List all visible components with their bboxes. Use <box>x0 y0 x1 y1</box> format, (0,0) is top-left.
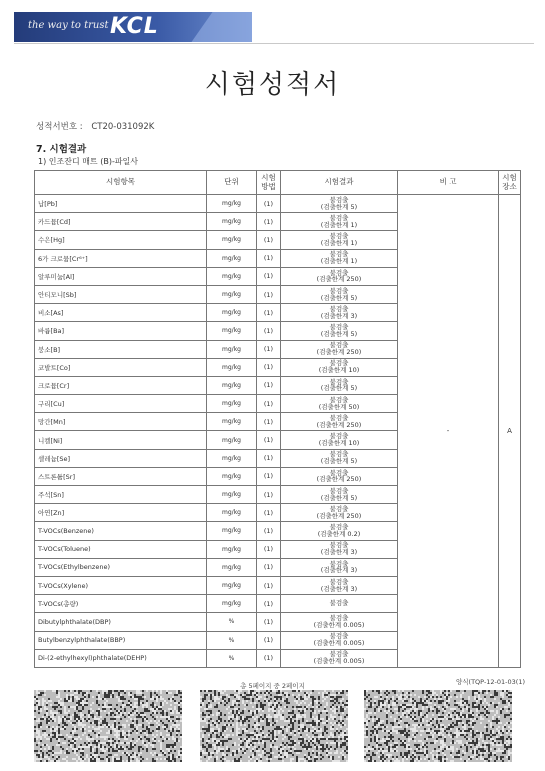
test-result <box>281 413 398 431</box>
test-result <box>281 467 398 485</box>
result-line: (검출한계 250) <box>316 348 362 357</box>
test-result <box>281 304 398 322</box>
test-unit: mg/kg <box>207 449 257 467</box>
header-method: 시험 방법 <box>257 171 281 195</box>
test-method: (1) <box>257 267 281 285</box>
test-unit: mg/kg <box>207 413 257 431</box>
test-result <box>281 358 398 376</box>
test-unit: mg/kg <box>207 267 257 285</box>
test-result <box>281 649 398 667</box>
header-result: 시험결과 <box>281 171 398 195</box>
test-method: (1) <box>257 649 281 667</box>
table-row <box>35 195 521 213</box>
result-line: 불검출 <box>329 614 349 623</box>
header-place: 시험 장소 <box>499 171 521 195</box>
result-line: (검출한계 5) <box>320 493 358 502</box>
note-cell: - <box>398 195 499 668</box>
test-item: 스트론튬[Sr] <box>35 467 207 485</box>
result-line: (검출한계 5) <box>320 202 358 211</box>
test-method: (1) <box>257 249 281 267</box>
test-method: (1) <box>257 522 281 540</box>
result-line: (검출한계 0.005) <box>313 620 365 629</box>
security-pattern-center <box>200 690 348 762</box>
test-result <box>281 522 398 540</box>
result-line: 불검출 <box>329 523 349 532</box>
test-unit: % <box>207 649 257 667</box>
test-result <box>281 576 398 594</box>
test-unit: mg/kg <box>207 358 257 376</box>
result-line: 불검출 <box>329 195 349 204</box>
result-line: 불검출 <box>329 268 349 277</box>
test-item: 바륨[Ba] <box>35 322 207 340</box>
results-body <box>35 195 521 668</box>
noise-pattern <box>34 690 182 762</box>
header-unit: 단위 <box>207 171 257 195</box>
test-item: Di-(2-ethylhexyl)phthalate(DEHP) <box>35 649 207 667</box>
test-place-cell: A <box>499 195 521 668</box>
report-number-label: 성적서번호 : <box>36 122 83 132</box>
test-item: 니켈[Ni] <box>35 431 207 449</box>
test-item: 아연[Zn] <box>35 504 207 522</box>
test-item: T-VOCs(총량) <box>35 595 207 613</box>
test-method: (1) <box>257 504 281 522</box>
result-line: 불검출 <box>329 650 349 659</box>
test-result <box>281 322 398 340</box>
test-method: (1) <box>257 631 281 649</box>
document-title: 시험성적서 <box>204 70 341 100</box>
test-item: T-VOCs(Ethylbenzene) <box>35 558 207 576</box>
test-method: (1) <box>257 285 281 303</box>
test-method: (1) <box>257 231 281 249</box>
test-item: Butylbenzylphthalate(BBP) <box>35 631 207 649</box>
result-line: (검출한계 3) <box>320 311 358 320</box>
test-method: (1) <box>257 449 281 467</box>
test-method: (1) <box>257 467 281 485</box>
result-line: 불검출 <box>329 432 349 441</box>
test-method: (1) <box>257 304 281 322</box>
test-result <box>281 631 398 649</box>
result-line: 불검출 <box>329 486 349 495</box>
result-line: 불검출 <box>329 377 349 386</box>
result-line: (검출한계 1) <box>320 257 358 266</box>
test-method: (1) <box>257 322 281 340</box>
test-result <box>281 395 398 413</box>
test-unit: mg/kg <box>207 595 257 613</box>
test-item: Dibutylphthalate(DBP) <box>35 613 207 631</box>
test-unit: mg/kg <box>207 576 257 594</box>
test-unit: mg/kg <box>207 285 257 303</box>
result-line: (검출한계 50) <box>318 402 360 411</box>
test-item: 6가 크로뮴[Cr⁶⁺] <box>35 249 207 267</box>
test-unit: mg/kg <box>207 376 257 394</box>
test-unit: mg/kg <box>207 395 257 413</box>
test-item: 주석[Sn] <box>35 486 207 504</box>
test-item: 비소[As] <box>35 304 207 322</box>
security-pattern-left <box>34 690 182 762</box>
test-method: (1) <box>257 413 281 431</box>
sample-subtitle: 1) 인조잔디 매트 (B)-파일사 <box>38 157 139 166</box>
result-line: (검출한계 5) <box>320 293 358 302</box>
result-line: (검출한계 0.005) <box>313 639 365 648</box>
result-line: 불검출 <box>329 213 349 222</box>
result-line: (검출한계 250) <box>316 511 362 520</box>
result-line: 불검출 <box>329 504 349 513</box>
kcl-logo: KCL <box>110 14 159 39</box>
result-line: (검출한계 1) <box>320 238 358 247</box>
result-line: (검출한계 5) <box>320 384 358 393</box>
header-banner <box>14 12 252 42</box>
test-method: (1) <box>257 213 281 231</box>
test-item: 수은[Hg] <box>35 231 207 249</box>
test-unit: mg/kg <box>207 340 257 358</box>
result-line: (검출한계 10) <box>318 366 360 375</box>
test-item: T-VOCs(Xylene) <box>35 576 207 594</box>
test-method: (1) <box>257 431 281 449</box>
test-result <box>281 249 398 267</box>
test-result <box>281 486 398 504</box>
test-unit: mg/kg <box>207 213 257 231</box>
tagline: the way to trust <box>28 20 109 31</box>
test-method: (1) <box>257 358 281 376</box>
test-result <box>281 558 398 576</box>
noise-pattern <box>364 690 512 762</box>
result-line: 불검출 <box>329 395 349 404</box>
result-line: (검출한계 0.2) <box>317 529 361 538</box>
test-item: 붕소[B] <box>35 340 207 358</box>
result-line: (검출한계 3) <box>320 548 358 557</box>
noise-pattern <box>200 690 348 762</box>
result-line: 불검출 <box>329 304 349 313</box>
result-line: (검출한계 3) <box>320 584 358 593</box>
test-result <box>281 340 398 358</box>
test-item: 망간[Mn] <box>35 413 207 431</box>
test-unit: mg/kg <box>207 522 257 540</box>
result-line: 불검출 <box>329 599 349 608</box>
test-unit: mg/kg <box>207 504 257 522</box>
report-number-value: CT20-031092K <box>91 122 155 132</box>
test-result <box>281 595 398 613</box>
test-item: 카드뮴[Cd] <box>35 213 207 231</box>
test-method: (1) <box>257 595 281 613</box>
test-unit: mg/kg <box>207 558 257 576</box>
test-result <box>281 267 398 285</box>
test-method: (1) <box>257 376 281 394</box>
test-unit: mg/kg <box>207 467 257 485</box>
test-unit: mg/kg <box>207 486 257 504</box>
result-line: (검출한계 5) <box>320 329 358 338</box>
result-line: 불검출 <box>329 559 349 568</box>
result-line: 불검출 <box>329 541 349 550</box>
result-line: (검출한계 250) <box>316 275 362 284</box>
section-title: 7. 시험결과 <box>36 144 87 155</box>
result-line: 불검출 <box>329 250 349 259</box>
test-result <box>281 613 398 631</box>
test-item: 구리[Cu] <box>35 395 207 413</box>
result-line: 불검출 <box>329 323 349 332</box>
result-line: (검출한계 3) <box>320 566 358 575</box>
report-number-line <box>36 120 160 132</box>
test-result <box>281 431 398 449</box>
test-result <box>281 213 398 231</box>
result-line: 불검출 <box>329 359 349 368</box>
test-result <box>281 504 398 522</box>
test-result <box>281 285 398 303</box>
test-item: 코발트[Co] <box>35 358 207 376</box>
header-divider <box>14 43 534 44</box>
test-method: (1) <box>257 576 281 594</box>
security-pattern-right <box>364 690 512 762</box>
test-item: 납[Pb] <box>35 195 207 213</box>
test-unit: mg/kg <box>207 304 257 322</box>
test-item: 알루미늄[Al] <box>35 267 207 285</box>
test-method: (1) <box>257 340 281 358</box>
test-result <box>281 540 398 558</box>
test-unit: mg/kg <box>207 249 257 267</box>
result-line: 불검출 <box>329 468 349 477</box>
result-line: 불검출 <box>329 286 349 295</box>
test-method: (1) <box>257 195 281 213</box>
test-item: 안티모니[Sb] <box>35 285 207 303</box>
table-header-row <box>35 171 521 195</box>
result-line: 불검출 <box>329 632 349 641</box>
result-line: 불검출 <box>329 414 349 423</box>
test-unit: % <box>207 631 257 649</box>
page-number: 총 5페이지 중 2페이지 <box>240 682 305 690</box>
test-result <box>281 231 398 249</box>
test-unit: mg/kg <box>207 231 257 249</box>
result-line: 불검출 <box>329 577 349 586</box>
test-unit: mg/kg <box>207 322 257 340</box>
result-line: (검출한계 250) <box>316 420 362 429</box>
result-line: 불검출 <box>329 450 349 459</box>
test-item: 셀레늄[Se] <box>35 449 207 467</box>
result-line: (검출한계 0.005) <box>313 657 365 666</box>
test-method: (1) <box>257 540 281 558</box>
test-result <box>281 195 398 213</box>
result-line: 불검출 <box>329 232 349 241</box>
test-unit: mg/kg <box>207 540 257 558</box>
test-method: (1) <box>257 395 281 413</box>
test-unit: % <box>207 613 257 631</box>
test-item: 크로뮴[Cr] <box>35 376 207 394</box>
results-table <box>34 170 521 668</box>
test-method: (1) <box>257 558 281 576</box>
test-method: (1) <box>257 613 281 631</box>
result-line: (검출한계 1) <box>320 220 358 229</box>
test-unit: mg/kg <box>207 195 257 213</box>
test-result <box>281 449 398 467</box>
header-note: 비 고 <box>398 171 499 195</box>
result-line: (검출한계 250) <box>316 475 362 484</box>
result-line: 불검출 <box>329 341 349 350</box>
test-item: T-VOCs(Toluene) <box>35 540 207 558</box>
test-item: T-VOCs(Benzene) <box>35 522 207 540</box>
test-method: (1) <box>257 486 281 504</box>
test-result <box>281 376 398 394</box>
form-code: 양식(TQP-12-01-03(1) <box>455 678 525 686</box>
test-unit: mg/kg <box>207 431 257 449</box>
header-item: 시험항목 <box>35 171 207 195</box>
result-line: (검출한계 10) <box>318 439 360 448</box>
result-line: (검출한계 5) <box>320 457 358 466</box>
